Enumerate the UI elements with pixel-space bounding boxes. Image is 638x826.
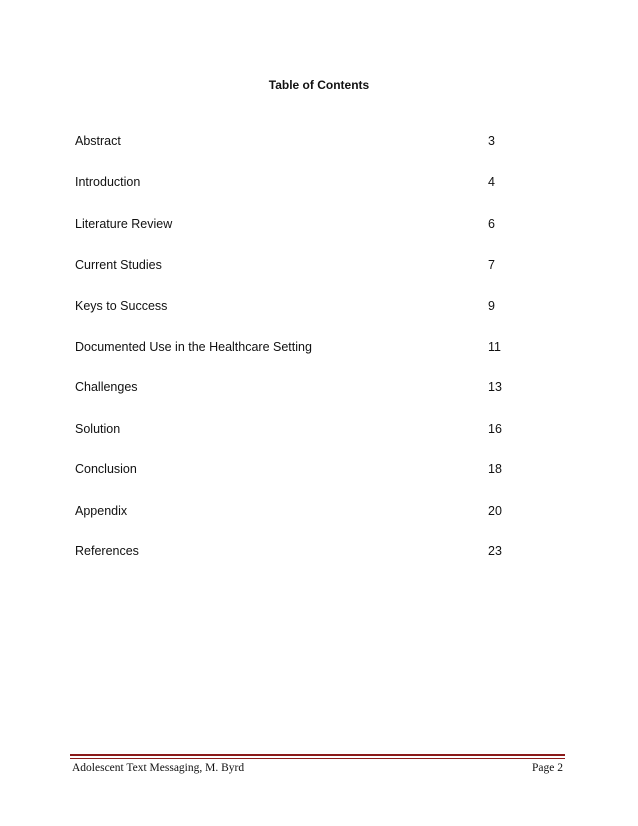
toc-entry-label: Introduction xyxy=(75,175,141,189)
toc-entry-page: 7 xyxy=(488,258,495,272)
toc-entry-page: 3 xyxy=(488,134,495,148)
toc-entry xyxy=(75,544,515,562)
toc-entry xyxy=(75,258,515,276)
toc-entry xyxy=(75,299,515,317)
toc-entry-label: Current Studies xyxy=(75,258,162,272)
toc-entry-label: Literature Review xyxy=(75,217,173,231)
footer-running-title: Adolescent Text Messaging, M. Byrd xyxy=(72,762,245,774)
toc-entry-page: 11 xyxy=(488,340,501,354)
toc-entry xyxy=(75,504,515,522)
toc-entry-label: Conclusion xyxy=(75,462,137,476)
footer-rule xyxy=(70,754,565,756)
toc-entry-page: 16 xyxy=(488,422,502,436)
toc-entry-page: 23 xyxy=(488,544,502,558)
toc-entry-page: 4 xyxy=(488,175,495,189)
toc-entry-label: References xyxy=(75,544,139,558)
toc-entry-label: Solution xyxy=(75,422,121,436)
footer-rule-thin xyxy=(70,758,565,759)
toc-entry-page: 20 xyxy=(488,504,502,518)
toc-entry-label: Documented Use in the Healthcare Setting xyxy=(75,340,312,354)
toc-entry-label: Abstract xyxy=(75,134,121,148)
toc-entry-label: Challenges xyxy=(75,380,138,394)
toc-entry-page: 6 xyxy=(488,217,495,231)
footer-page-number: Page 2 xyxy=(532,762,563,774)
toc-entry-label: Keys to Success xyxy=(75,299,168,313)
toc-entry-page: 9 xyxy=(488,299,495,313)
toc-entry xyxy=(75,380,515,398)
toc-entry xyxy=(75,217,515,235)
toc-entry xyxy=(75,175,515,193)
toc-entry-page: 13 xyxy=(488,380,502,394)
toc-entry xyxy=(75,462,515,480)
toc-entry xyxy=(75,134,515,152)
toc-entry-page: 18 xyxy=(488,462,502,476)
toc-entry-label: Appendix xyxy=(75,504,128,518)
toc-entry xyxy=(75,422,515,440)
toc-title: Table of Contents xyxy=(268,78,370,92)
toc-entry xyxy=(75,340,515,358)
